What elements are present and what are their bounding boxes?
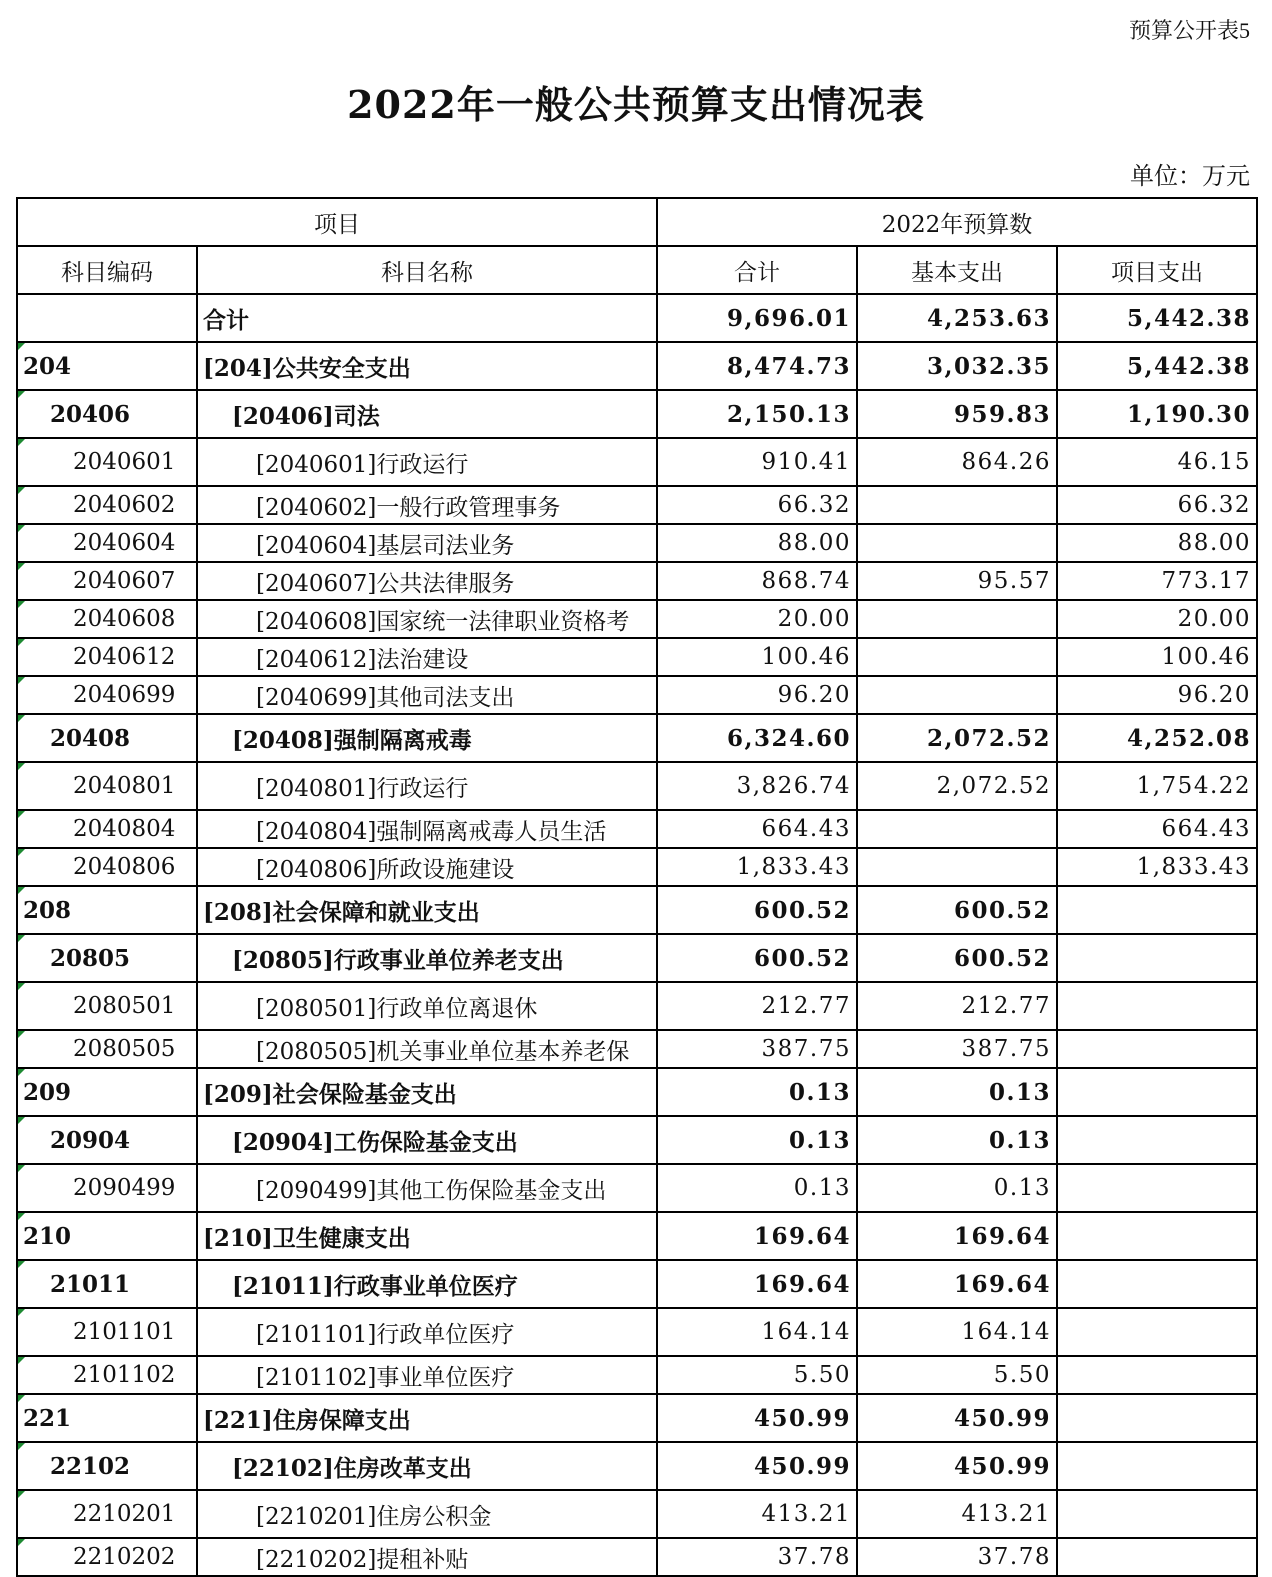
table-row <box>17 1212 1257 1260</box>
project-cell: 66.32 <box>1057 486 1257 524</box>
cell-marker-icon <box>18 525 25 532</box>
basic-cell: 387.75 <box>857 1030 1057 1068</box>
name-cell: [2040607]公共法律服务 <box>197 562 657 600</box>
total-cell: 8,474.73 <box>657 342 857 390</box>
name-cell: [21011]行政事业单位医疗 <box>197 1260 657 1308</box>
code-cell: 208 <box>17 886 197 934</box>
name-cell: [204]公共安全支出 <box>197 342 657 390</box>
basic-cell: 2,072.52 <box>857 762 1057 810</box>
cell-marker-icon <box>18 1261 25 1268</box>
total-cell: 100.46 <box>657 638 857 676</box>
name-header: 科目名称 <box>197 246 657 294</box>
project-cell <box>1057 934 1257 982</box>
project-cell <box>1057 982 1257 1030</box>
project-cell <box>1057 1116 1257 1164</box>
cell-marker-icon <box>18 487 25 494</box>
cell-marker-icon <box>18 563 25 570</box>
name-cell: [2080505]机关事业单位基本养老保 <box>197 1030 657 1068</box>
cell-marker-icon <box>18 343 25 350</box>
name-cell: [2090499]其他工伤保险基金支出 <box>197 1164 657 1212</box>
project-cell: 5,442.38 <box>1057 342 1257 390</box>
name-cell: [210]卫生健康支出 <box>197 1212 657 1260</box>
total-cell: 96.20 <box>657 676 857 714</box>
cell-marker-icon <box>18 1031 25 1038</box>
total-cell: 212.77 <box>657 982 857 1030</box>
basic-cell <box>857 524 1057 562</box>
project-cell: 100.46 <box>1057 638 1257 676</box>
code-cell: 22102 <box>17 1442 197 1490</box>
cell-marker-icon <box>18 601 25 608</box>
project-cell <box>1057 1308 1257 1356</box>
project-cell <box>1057 1394 1257 1442</box>
table-row <box>17 1164 1257 1212</box>
project-cell: 1,754.22 <box>1057 762 1257 810</box>
name-cell: [2101102]事业单位医疗 <box>197 1356 657 1394</box>
basic-cell: 95.57 <box>857 562 1057 600</box>
total-cell: 600.52 <box>657 934 857 982</box>
project-cell <box>1057 1538 1257 1576</box>
name-cell: [20904]工伤保险基金支出 <box>197 1116 657 1164</box>
form-number: 预算公开表5 <box>1128 18 1250 43</box>
code-cell: 2101102 <box>17 1356 197 1394</box>
basic-cell: 0.13 <box>857 1116 1057 1164</box>
table-row <box>17 1394 1257 1442</box>
code-cell: 2080501 <box>17 982 197 1030</box>
basic-cell: 864.26 <box>857 438 1057 486</box>
page-title: 2022年一般公共预算支出情况表 <box>347 82 925 127</box>
code-cell: 210 <box>17 1212 197 1260</box>
project-cell <box>1057 1212 1257 1260</box>
total-cell: 0.13 <box>657 1116 857 1164</box>
name-cell: [20406]司法 <box>197 390 657 438</box>
total-cell: 1,833.43 <box>657 848 857 886</box>
table-row <box>17 486 1257 524</box>
basic-cell: 600.52 <box>857 886 1057 934</box>
table-row <box>17 982 1257 1030</box>
total-cell: 66.32 <box>657 486 857 524</box>
cell-marker-icon <box>18 439 25 446</box>
basic-header: 基本支出 <box>857 246 1057 294</box>
name-cell: [2210201]住房公积金 <box>197 1490 657 1538</box>
cell-marker-icon <box>18 887 25 894</box>
table-row <box>17 600 1257 638</box>
cell-marker-icon <box>18 983 25 990</box>
cell-marker-icon <box>18 1165 25 1172</box>
basic-cell <box>857 600 1057 638</box>
cell-marker-icon <box>18 811 25 818</box>
code-cell: 2210202 <box>17 1538 197 1576</box>
table-row <box>17 934 1257 982</box>
code-cell: 2090499 <box>17 1164 197 1212</box>
total-cell: 6,324.60 <box>657 714 857 762</box>
item-header: 项目 <box>17 198 657 246</box>
table-row <box>17 848 1257 886</box>
project-cell: 20.00 <box>1057 600 1257 638</box>
cell-marker-icon <box>18 1395 25 1402</box>
table-row <box>17 562 1257 600</box>
code-cell: 20408 <box>17 714 197 762</box>
total-cell: 169.64 <box>657 1260 857 1308</box>
total-code-cell <box>17 294 197 342</box>
name-cell: [2040801]行政运行 <box>197 762 657 810</box>
cell-marker-icon <box>18 849 25 856</box>
project-cell <box>1057 886 1257 934</box>
name-cell: [2040804]强制隔离戒毒人员生活 <box>197 810 657 848</box>
cell-marker-icon <box>18 1443 25 1450</box>
basic-cell: 450.99 <box>857 1442 1057 1490</box>
basic-cell <box>857 486 1057 524</box>
name-cell: [2040806]所政设施建设 <box>197 848 657 886</box>
code-cell: 21011 <box>17 1260 197 1308</box>
code-cell: 2040607 <box>17 562 197 600</box>
project-cell <box>1057 1260 1257 1308</box>
project-cell <box>1057 1356 1257 1394</box>
project-cell: 96.20 <box>1057 676 1257 714</box>
project-cell <box>1057 1442 1257 1490</box>
code-cell: 2040608 <box>17 600 197 638</box>
table-row <box>17 886 1257 934</box>
code-cell: 2040699 <box>17 676 197 714</box>
basic-cell: 0.13 <box>857 1164 1057 1212</box>
code-cell: 2040602 <box>17 486 197 524</box>
total-cell: 0.13 <box>657 1068 857 1116</box>
project-header: 项目支出 <box>1057 246 1257 294</box>
total-sum-cell: 9,696.01 <box>657 294 857 342</box>
basic-cell: 5.50 <box>857 1356 1057 1394</box>
table-row <box>17 1116 1257 1164</box>
cell-marker-icon <box>18 391 25 398</box>
code-cell: 2101101 <box>17 1308 197 1356</box>
basic-cell: 169.64 <box>857 1260 1057 1308</box>
code-cell: 20805 <box>17 934 197 982</box>
header-row-1 <box>17 198 1257 246</box>
name-cell: [2080501]行政单位离退休 <box>197 982 657 1030</box>
total-cell: 0.13 <box>657 1164 857 1212</box>
cell-marker-icon <box>18 1491 25 1498</box>
basic-cell: 212.77 <box>857 982 1057 1030</box>
cell-marker-icon <box>18 715 25 722</box>
table-row <box>17 1068 1257 1116</box>
code-cell: 20904 <box>17 1116 197 1164</box>
name-cell: [2040601]行政运行 <box>197 438 657 486</box>
project-cell: 664.43 <box>1057 810 1257 848</box>
code-cell: 2040612 <box>17 638 197 676</box>
cell-marker-icon <box>18 1117 25 1124</box>
table-row <box>17 1538 1257 1576</box>
total-cell: 450.99 <box>657 1394 857 1442</box>
name-cell: [20805]行政事业单位养老支出 <box>197 934 657 982</box>
total-cell: 5.50 <box>657 1356 857 1394</box>
total-cell: 164.14 <box>657 1308 857 1356</box>
total-cell: 413.21 <box>657 1490 857 1538</box>
project-cell: 1,833.43 <box>1057 848 1257 886</box>
basic-cell: 959.83 <box>857 390 1057 438</box>
total-cell: 20.00 <box>657 600 857 638</box>
basic-cell: 413.21 <box>857 1490 1057 1538</box>
total-cell: 600.52 <box>657 886 857 934</box>
total-cell: 910.41 <box>657 438 857 486</box>
table-row <box>17 342 1257 390</box>
table-row <box>17 390 1257 438</box>
table-row <box>17 1490 1257 1538</box>
code-cell: 2040801 <box>17 762 197 810</box>
cell-marker-icon <box>18 763 25 770</box>
total-row <box>17 294 1257 342</box>
code-cell: 209 <box>17 1068 197 1116</box>
code-cell: 2080505 <box>17 1030 197 1068</box>
basic-cell: 600.52 <box>857 934 1057 982</box>
code-cell: 2040806 <box>17 848 197 886</box>
project-cell <box>1057 1030 1257 1068</box>
cell-marker-icon <box>18 935 25 942</box>
cell-marker-icon <box>18 1069 25 1076</box>
total-cell: 387.75 <box>657 1030 857 1068</box>
table-row <box>17 714 1257 762</box>
table-row <box>17 762 1257 810</box>
basic-cell: 169.64 <box>857 1212 1057 1260</box>
name-cell: [22102]住房改革支出 <box>197 1442 657 1490</box>
name-cell: [208]社会保障和就业支出 <box>197 886 657 934</box>
table-row <box>17 1442 1257 1490</box>
name-cell: [2040602]一般行政管理事务 <box>197 486 657 524</box>
table-row <box>17 638 1257 676</box>
total-basic-cell: 4,253.63 <box>857 294 1057 342</box>
code-cell: 221 <box>17 1394 197 1442</box>
basic-cell: 3,032.35 <box>857 342 1057 390</box>
basic-cell: 164.14 <box>857 1308 1057 1356</box>
header-row-2 <box>17 246 1257 294</box>
code-cell: 2040804 <box>17 810 197 848</box>
basic-cell <box>857 638 1057 676</box>
table-row <box>17 1308 1257 1356</box>
total-header: 合计 <box>657 246 857 294</box>
cell-marker-icon <box>18 1357 25 1364</box>
code-cell: 2210201 <box>17 1490 197 1538</box>
total-cell: 88.00 <box>657 524 857 562</box>
cell-marker-icon <box>18 677 25 684</box>
table-row <box>17 438 1257 486</box>
basic-cell: 450.99 <box>857 1394 1057 1442</box>
project-cell: 1,190.30 <box>1057 390 1257 438</box>
name-cell: [221]住房保障支出 <box>197 1394 657 1442</box>
basic-cell <box>857 810 1057 848</box>
cell-marker-icon <box>18 1539 25 1546</box>
project-cell: 46.15 <box>1057 438 1257 486</box>
name-cell: [2040699]其他司法支出 <box>197 676 657 714</box>
table-row <box>17 676 1257 714</box>
project-cell <box>1057 1164 1257 1212</box>
code-cell: 20406 <box>17 390 197 438</box>
cell-marker-icon <box>18 1213 25 1220</box>
table-row <box>17 524 1257 562</box>
unit-label: 单位：万元 <box>1130 162 1250 190</box>
basic-cell: 0.13 <box>857 1068 1057 1116</box>
code-cell: 2040604 <box>17 524 197 562</box>
budget-table <box>16 197 1258 1577</box>
total-cell: 3,826.74 <box>657 762 857 810</box>
basic-cell: 2,072.52 <box>857 714 1057 762</box>
name-cell: [209]社会保险基金支出 <box>197 1068 657 1116</box>
name-cell: [2210202]提租补贴 <box>197 1538 657 1576</box>
name-cell: [2101101]行政单位医疗 <box>197 1308 657 1356</box>
name-cell: [2040608]国家统一法律职业资格考 <box>197 600 657 638</box>
name-cell: [2040604]基层司法业务 <box>197 524 657 562</box>
basic-cell: 37.78 <box>857 1538 1057 1576</box>
total-cell: 450.99 <box>657 1442 857 1490</box>
name-cell: [2040612]法治建设 <box>197 638 657 676</box>
table-row <box>17 1030 1257 1068</box>
total-cell: 2,150.13 <box>657 390 857 438</box>
project-cell <box>1057 1490 1257 1538</box>
code-cell: 204 <box>17 342 197 390</box>
code-header: 科目编码 <box>17 246 197 294</box>
total-cell: 868.74 <box>657 562 857 600</box>
total-cell: 169.64 <box>657 1212 857 1260</box>
name-cell: [20408]强制隔离戒毒 <box>197 714 657 762</box>
cell-marker-icon <box>18 639 25 646</box>
table-row <box>17 1356 1257 1394</box>
total-cell: 37.78 <box>657 1538 857 1576</box>
project-cell: 88.00 <box>1057 524 1257 562</box>
basic-cell <box>857 848 1057 886</box>
project-cell: 4,252.08 <box>1057 714 1257 762</box>
total-project-cell: 5,442.38 <box>1057 294 1257 342</box>
table-row <box>17 810 1257 848</box>
code-cell: 2040601 <box>17 438 197 486</box>
project-cell: 773.17 <box>1057 562 1257 600</box>
total-name-cell: 合计 <box>197 294 657 342</box>
project-cell <box>1057 1068 1257 1116</box>
total-cell: 664.43 <box>657 810 857 848</box>
budget-group-header: 2022年预算数 <box>657 198 1257 246</box>
table-row <box>17 1260 1257 1308</box>
basic-cell <box>857 676 1057 714</box>
cell-marker-icon <box>18 1309 25 1316</box>
